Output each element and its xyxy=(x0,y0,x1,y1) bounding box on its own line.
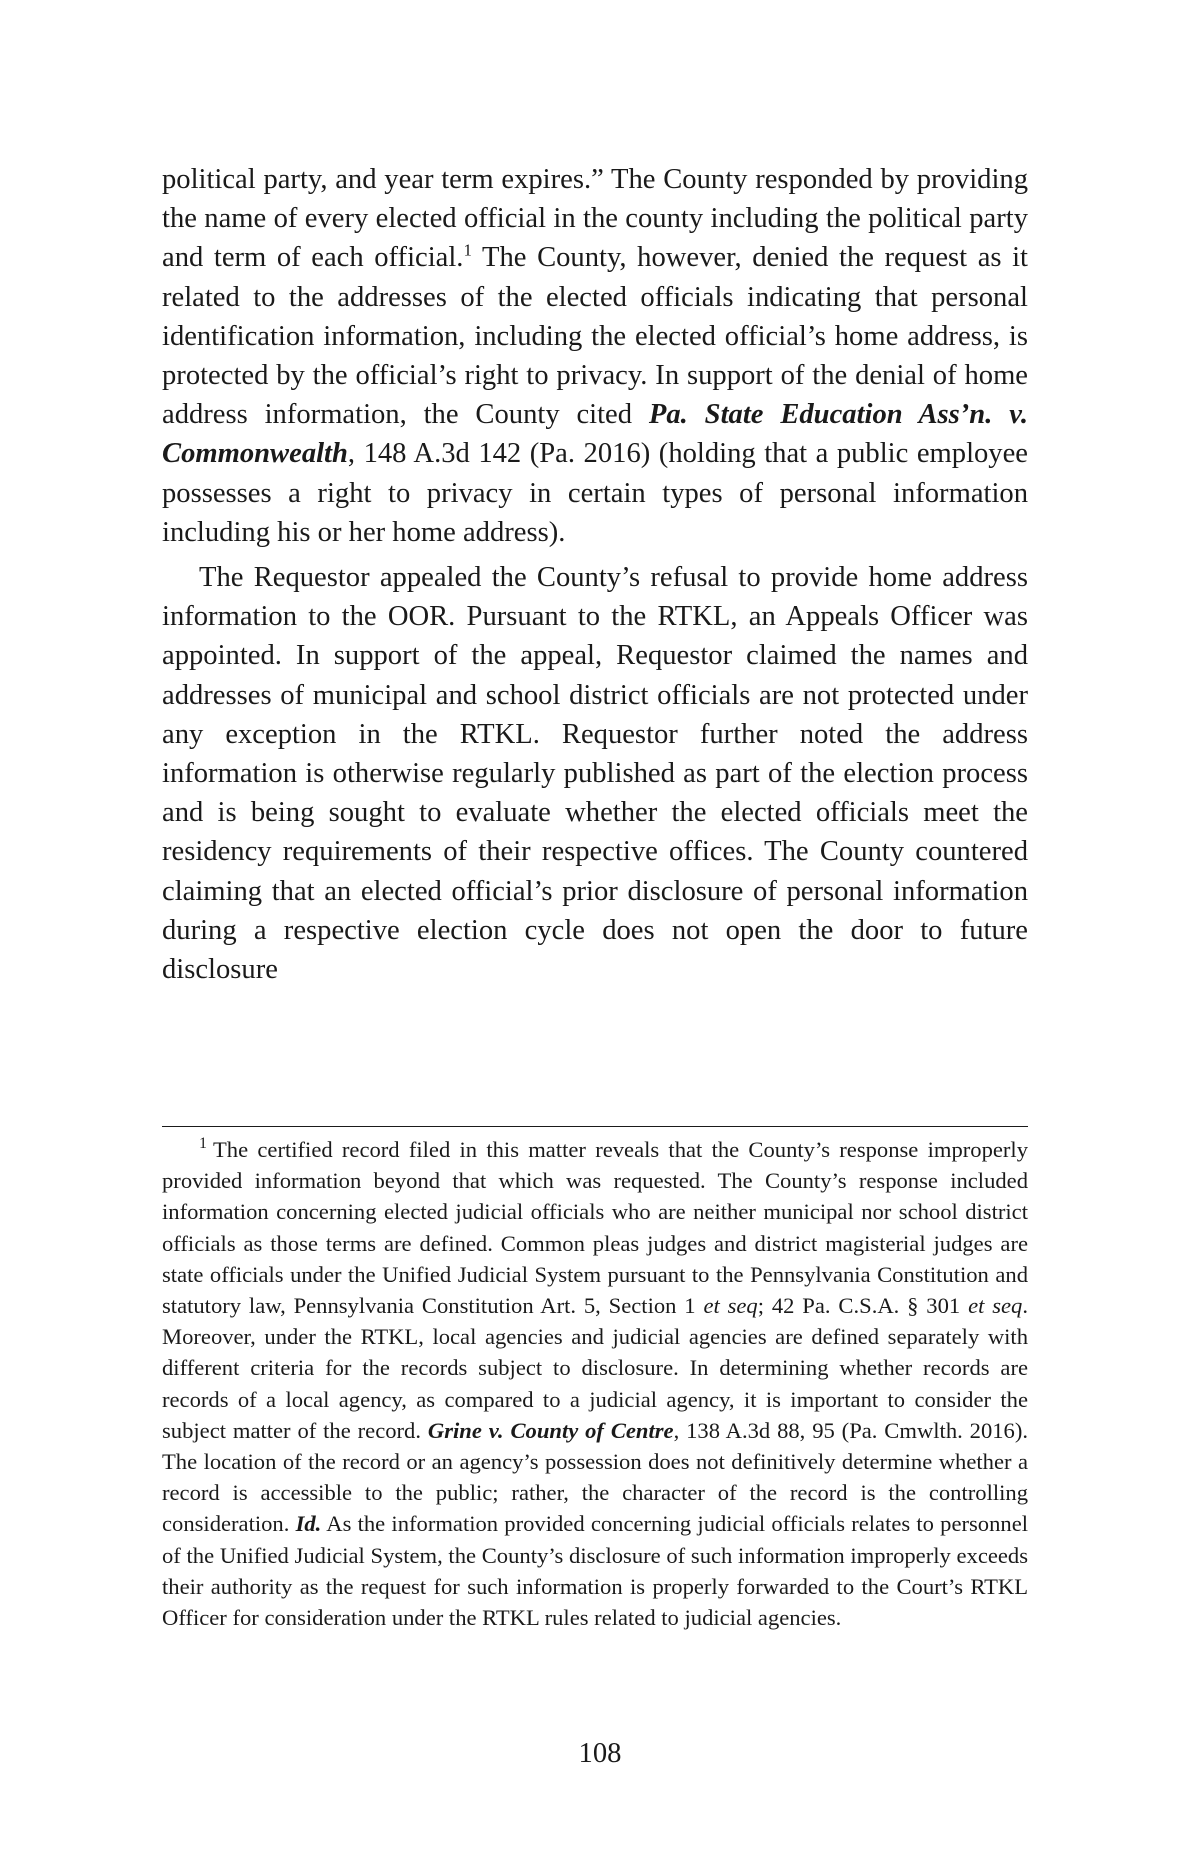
paragraph-1-text-b: The County, however, denied the request as it related to the addresses of the elected officials indicating that personal identification information, including the elected official’s home address, is protected by the official’s right to privacy. In support of the denial of home address information, the County cited xyxy=(162,242,1028,431)
footnote-et-seq-2: et seq xyxy=(968,1293,1023,1319)
footnote-divider xyxy=(162,1126,1028,1127)
footnote-text-e: As the information provided concerning judicial officials relates to personnel of the Unified Judicial System, the County’s disclosure of such information improperly exceeds their authority as the request for such information is properly forwarded to the Court’s RTKL Officer for consideration under the RTKL rules related to judicial agencies. xyxy=(162,1511,1028,1631)
footnote-text-d: , 138 A.3d 88, 95 (Pa. Cmwlth. 2016). The location of the record or an agency’s possession does not definitively determine whether a record is accessible to the public; rather, the character of the record is the controlling consideration. xyxy=(162,1417,1029,1537)
footnote-reference[interactable]: 1 xyxy=(463,240,472,260)
paragraph-1 xyxy=(162,160,1028,552)
footnote-text-a: The certified record filed in this matter reveals that the County’s response improperly provided information beyond that which was requested. The County’s response included information concerning elected judicial officials who are neither municipal nor school district officials as those terms are defined. Common pleas judges and district magisterial judges are state officials under the Unified Judicial System pursuant to the Pennsylvania Constitution and statutory law, Pennsylvania Constitution Art. 5, Section 1 xyxy=(162,1137,1028,1319)
main-text xyxy=(162,160,1028,989)
footnote-text-c: . Moreover, under the RTKL, local agencies and judicial agencies are defined separately with different criteria for the records subject to disclosure. In determining whether records are records of a local agency, as compared to a judicial agency, it is important to consider the subject matter of the record. xyxy=(162,1293,1028,1443)
footnote-text-b: ; 42 Pa. C.S.A. § 301 xyxy=(757,1293,969,1319)
paragraph-1-text-a: political party, and year term expires.” The County responded by providing the name of every elected official in the county including the political party and term of each official. xyxy=(162,164,1028,274)
footnote-id-citation: Id. xyxy=(295,1511,322,1537)
footnote-case-citation: Grine v. County of Centre xyxy=(427,1417,674,1443)
page-number: 108 xyxy=(578,1738,622,1769)
paragraph-2: The Requestor appealed the County’s refusal to provide home address information to the OOR. Pursuant to the RTKL, an Appeals Officer was appointed. In support of the appeal, Requestor claimed the names and addresses of municipal and school district officials are not protected under any exception in the RTKL. Requestor further noted the address information is otherwise regularly published as part of the election process and is being sought to evaluate whether the elected officials meet the residency requirements of their respective offices. The County countered claiming that an elected official’s prior disclosure of personal information during a respective election cycle does not open the door to future disclosure xyxy=(162,562,1028,986)
footnote-et-seq-1: et seq xyxy=(703,1293,758,1319)
case-citation: Pa. State Education Ass’n. v. Commonwealth xyxy=(162,399,1028,470)
footnote xyxy=(162,1134,1028,1633)
paragraph-1-text-c: , 148 A.3d 142 (Pa. 2016) (holding that a public employee possesses a right to privacy in certain types of personal information including his or her home address). xyxy=(162,438,1028,548)
footnote-marker: 1 xyxy=(199,1135,207,1153)
